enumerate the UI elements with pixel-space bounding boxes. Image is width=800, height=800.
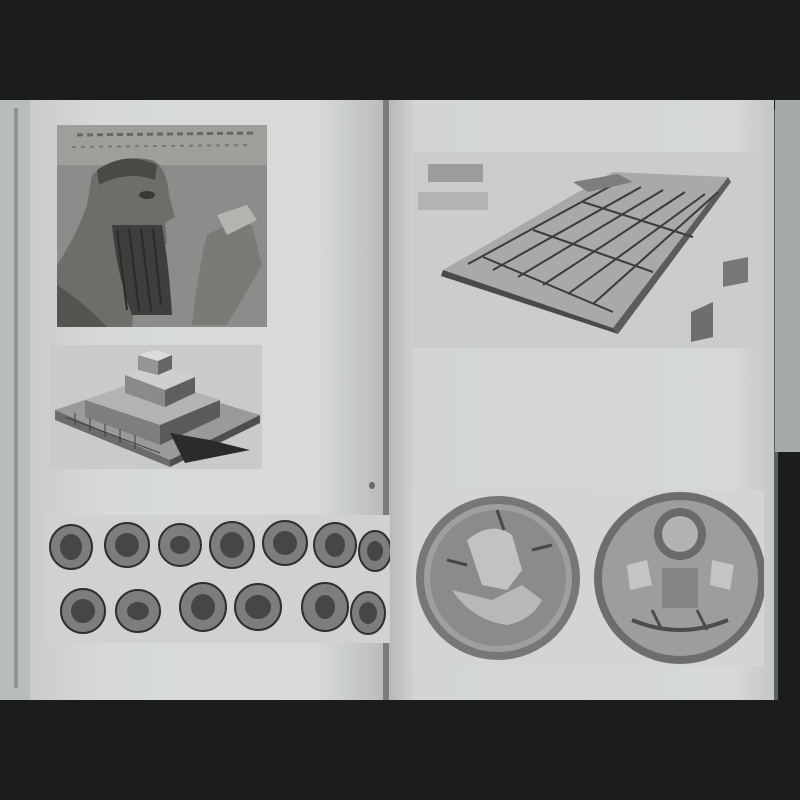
paper-spot [369,482,375,489]
darius-relief-photo [57,125,267,327]
book-cover-right [775,100,800,452]
book-cover-edge [14,108,18,688]
coins-photo [45,515,390,643]
sasanian-plates-photo [412,490,764,666]
ziggurat-drawing [50,345,262,469]
fortress-reconstruction-drawing [413,152,760,348]
